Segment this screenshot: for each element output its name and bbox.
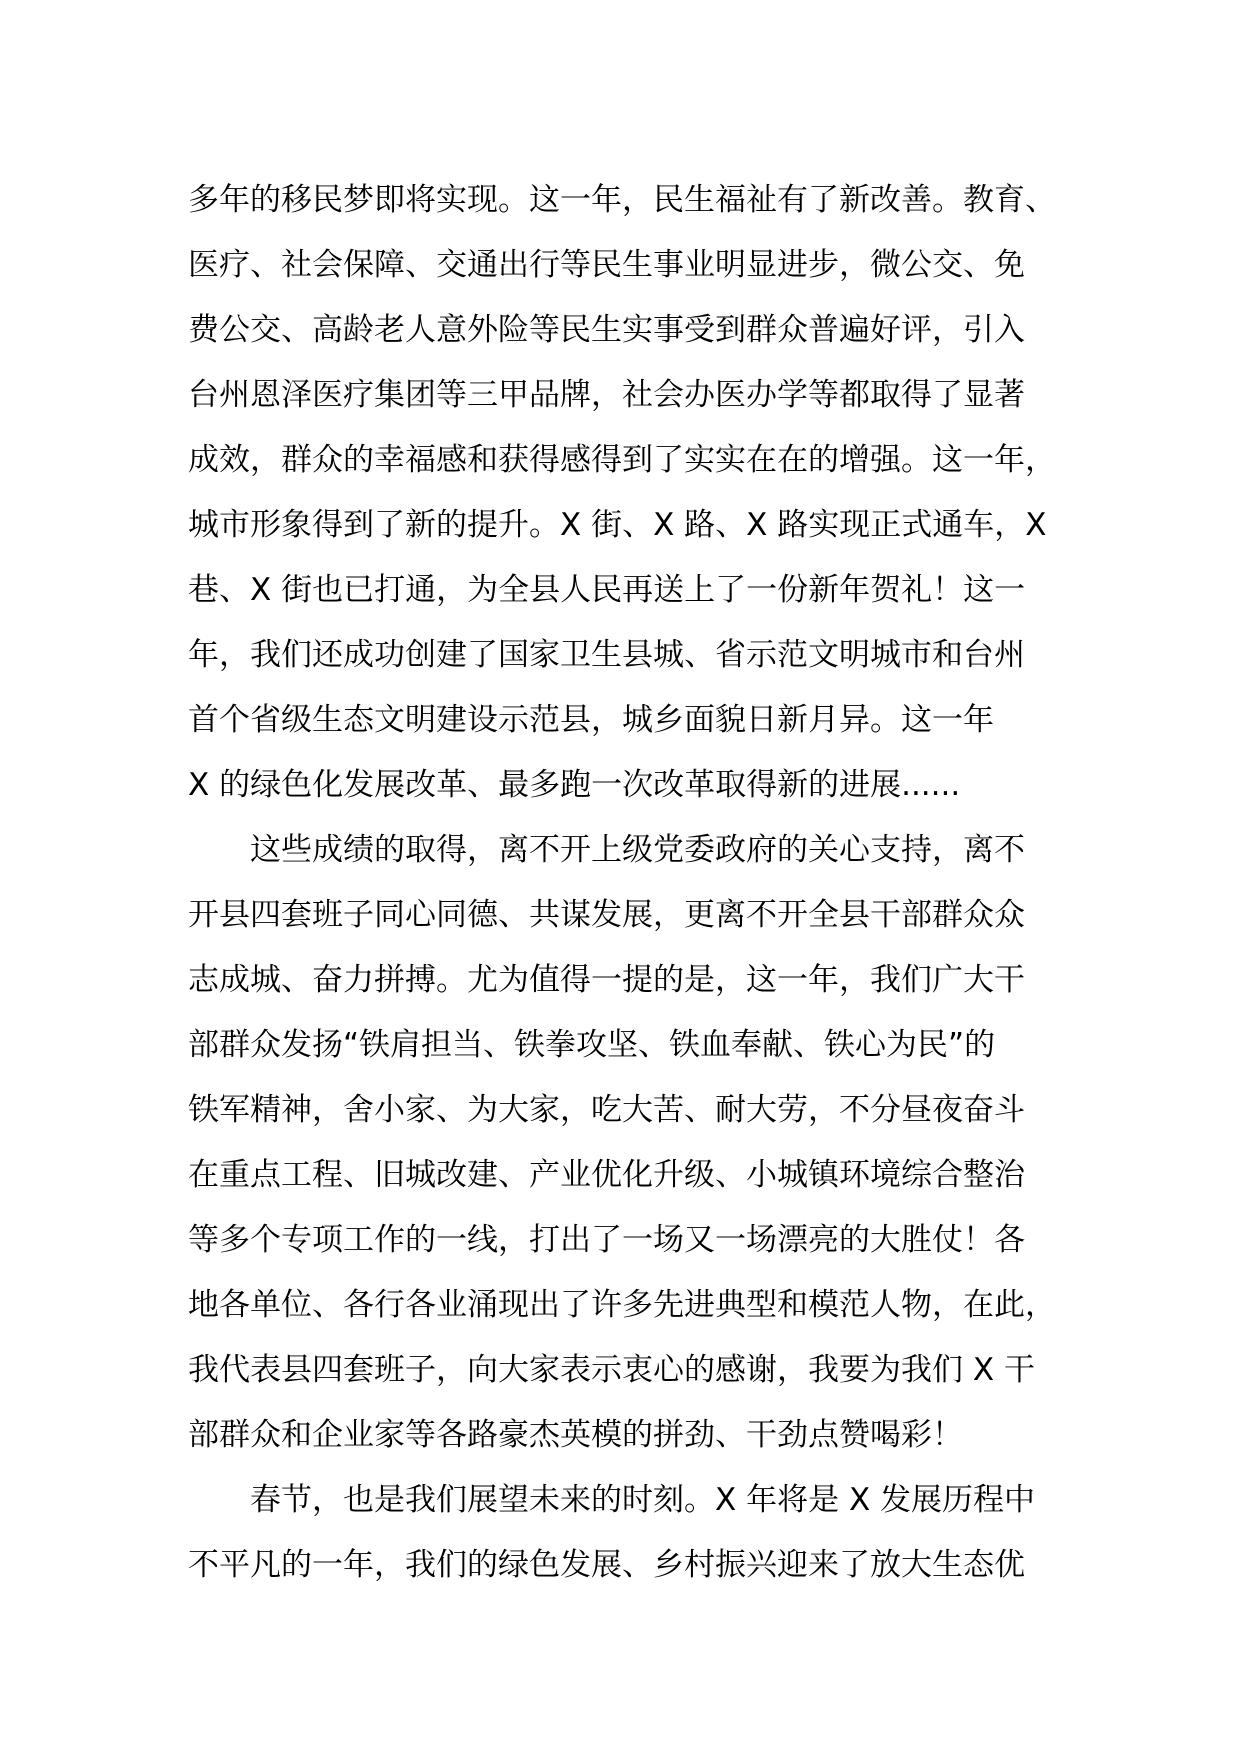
paragraph-start-line: 这些成绩的取得，离不开上级党委政府的关心支持，离不 [188,832,1025,868]
text-line: 不平凡的一年，我们的绿色发展、乡村振兴迎来了放大生态优 [188,1547,1025,1583]
text-line: 多年的移民梦即将实现。这一年，民生福祉有了新改善。教育、 [188,182,1056,218]
text-line: 在重点工程、旧城改建、产业优化升级、小城镇环境综合整治 [188,1157,1025,1193]
text-line: 年，我们还成功创建了国家卫生县城、省示范文明城市和台州 [188,637,1025,673]
paragraph-start-line: 春节，也是我们展望未来的时刻。X 年将是 X 发展历程中 [188,1482,1036,1518]
text-line: 首个省级生态文明建设示范县，城乡面貌日新月异。这一年 [188,702,994,738]
text-line: 部群众和企业家等各路豪杰英模的拼劲、干劲点赞喝彩！ [188,1417,963,1453]
text-line: 台州恩泽医疗集团等三甲品牌，社会办医办学等都取得了显著 [188,377,1025,413]
text-line: 巷、X 街也已打通，为全县人民再送上了一份新年贺礼！这一 [188,572,1026,608]
body-text [188,168,1088,1598]
text-line: 志成城、奋力拼搏。尤为值得一提的是，这一年，我们广大干 [188,962,1025,998]
text-line: 医疗、社会保障、交通出行等民生事业明显进步，微公交、免 [188,247,1025,283]
text-line: 城市形象得到了新的提升。X 街、X 路、X 路实现正式通车，X [188,507,1047,543]
text-line: 部群众发扬“铁肩担当、铁拳攻坚、铁血奉献、铁心为民”的 [188,1027,996,1063]
text-line: 我代表县四套班子，向大家表示衷心的感谢，我要为我们 X 干 [188,1352,1035,1388]
text-line: 地各单位、各行各业涌现出了许多先进典型和模范人物，在此， [188,1287,1056,1323]
text-line: 开县四套班子同心同德、共谋发展，更离不开全县干部群众众 [188,897,1025,933]
text-line: X 的绿色化发展改革、最多跑一次改革取得新的进展...... [188,767,961,803]
text-line: 等多个专项工作的一线，打出了一场又一场漂亮的大胜仗！各 [188,1222,1025,1258]
text-line: 成效，群众的幸福感和获得感得到了实实在在的增强。这一年， [188,442,1056,478]
text-line: 费公交、高龄老人意外险等民生实事受到群众普遍好评，引入 [188,312,1025,348]
text-line: 铁军精神，舍小家、为大家，吃大苦、耐大劳，不分昼夜奋斗 [188,1092,1025,1128]
